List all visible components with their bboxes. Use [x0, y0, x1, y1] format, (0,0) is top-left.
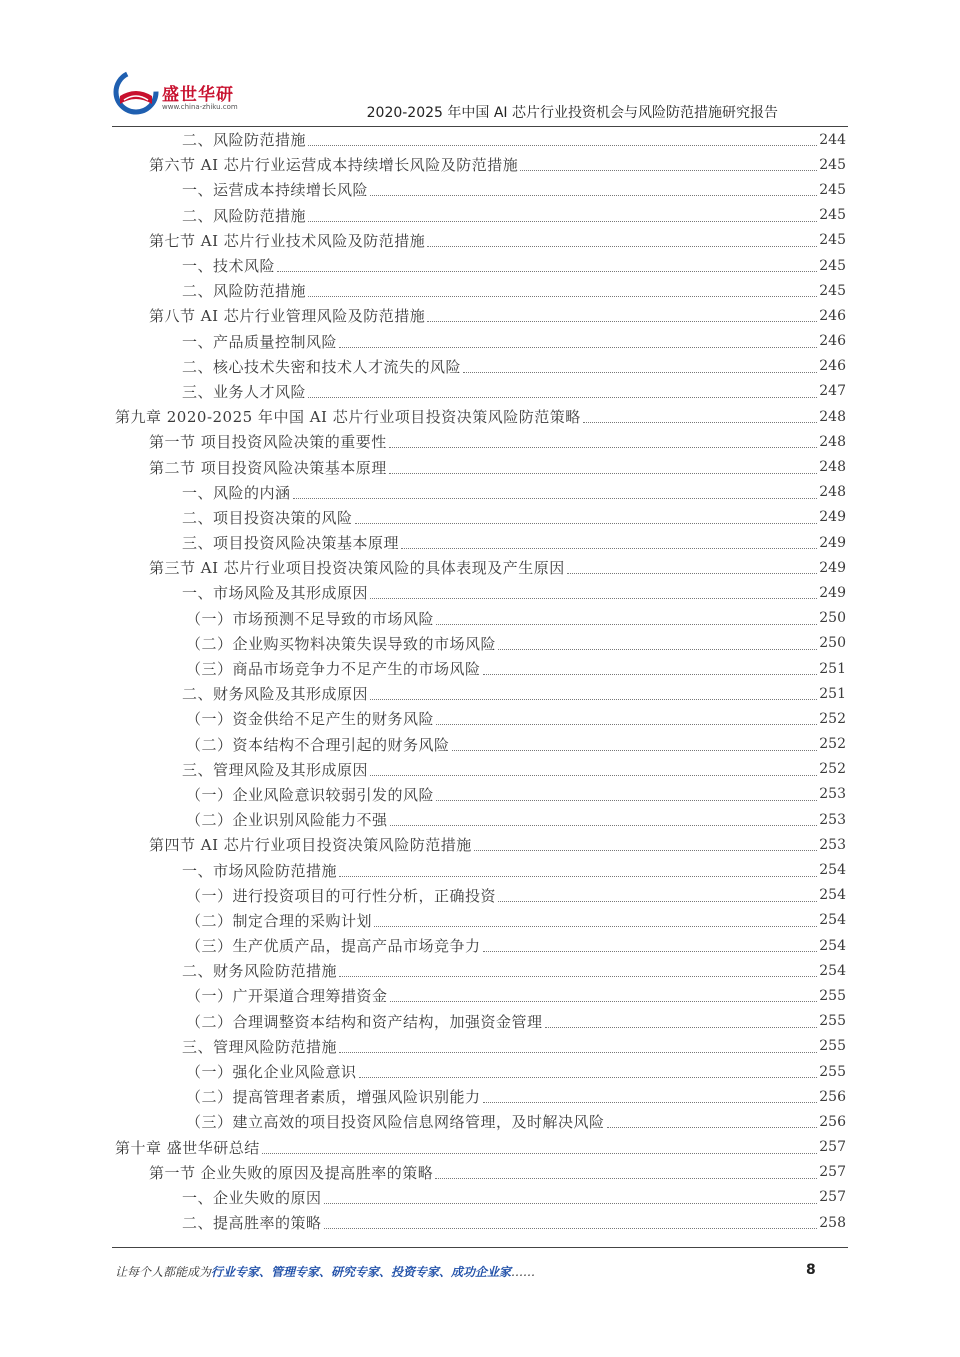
- toc-entry-title: 第一节 企业失败的原因及提高胜率的策略: [149, 1163, 434, 1182]
- toc-entry-page: 245: [819, 257, 846, 274]
- toc-entry[interactable]: [0, 1084, 960, 1109]
- toc-entry-title: （一）广开渠道合理筹措资金: [186, 987, 388, 1006]
- company-logo: [112, 62, 252, 118]
- toc-entry[interactable]: [0, 303, 960, 328]
- toc-leader-dots: [436, 712, 817, 725]
- toc-leader-dots: [389, 461, 817, 474]
- toc-entry-title: 第三节 AI 芯片行业项目投资决策风险的具体表现及产生原因: [149, 559, 565, 578]
- toc-entry-title: 第二节 项目投资风险决策基本原理: [149, 458, 387, 477]
- toc-leader-dots: [390, 989, 818, 1002]
- toc-entry[interactable]: [0, 127, 960, 152]
- toc-leader-dots: [520, 158, 817, 171]
- toc-entry-title: 二、项目投资决策的风险: [182, 508, 353, 527]
- toc-entry[interactable]: [0, 253, 960, 278]
- toc-entry-title: （一）市场预测不足导致的市场风险: [186, 609, 435, 628]
- toc-leader-dots: [339, 335, 817, 348]
- toc-entry-title: 二、财务风险及其形成原因: [182, 685, 369, 704]
- toc-entry-page: 257: [819, 1164, 846, 1181]
- toc-entry[interactable]: [0, 958, 960, 983]
- toc-entry[interactable]: [0, 908, 960, 933]
- logo-url: www.china-zhiku.com: [162, 103, 238, 111]
- toc-entry-page: 253: [819, 811, 846, 828]
- toc-entry-page: 255: [819, 1013, 846, 1030]
- toc-entry-page: 255: [819, 1038, 846, 1055]
- logo-name: 盛世华研: [162, 85, 234, 105]
- toc-leader-dots: [607, 1115, 818, 1128]
- toc-entry-title: 一、市场风险及其形成原因: [182, 584, 369, 603]
- toc-entry-title: （一）企业风险意识较弱引发的风险: [186, 785, 435, 804]
- toc-entry[interactable]: [0, 203, 960, 228]
- toc-leader-dots: [483, 1090, 818, 1103]
- toc-entry-page: 255: [819, 987, 846, 1004]
- toc-entry-page: 244: [819, 131, 846, 148]
- toc-leader-dots: [498, 637, 817, 650]
- toc-entry-title: 第四节 AI 芯片行业项目投资决策风险防范措施: [149, 836, 472, 855]
- toc-entry-page: 245: [819, 156, 846, 173]
- toc-entry-title: （三）商品市场竞争力不足产生的市场风险: [186, 660, 481, 679]
- toc-entry-title: 一、风险的内涵: [182, 483, 291, 502]
- toc-entry-page: 248: [819, 433, 846, 450]
- toc-entry[interactable]: [0, 757, 960, 782]
- toc-leader-dots: [374, 914, 817, 927]
- toc-entry[interactable]: [0, 152, 960, 177]
- toc-leader-dots: [339, 964, 817, 977]
- toc-leader-dots: [452, 738, 818, 751]
- toc-leader-dots: [308, 284, 817, 297]
- toc-entry-title: （三）建立高效的项目投资风险信息网络管理，及时解决风险: [186, 1113, 605, 1132]
- toc-entry-page: 248: [819, 459, 846, 476]
- toc-entry-title: 第八节 AI 芯片行业管理风险及防范措施: [149, 307, 426, 326]
- toc-entry-page: 254: [819, 862, 846, 879]
- toc-leader-dots: [370, 687, 817, 700]
- toc-entry-title: 第七节 AI 芯片行业技术风险及防范措施: [149, 231, 426, 250]
- toc-entry[interactable]: [0, 706, 960, 731]
- toc-leader-dots: [370, 763, 817, 776]
- toc-entry[interactable]: [0, 177, 960, 202]
- toc-entry[interactable]: [0, 832, 960, 857]
- toc-entry-page: 250: [819, 610, 846, 627]
- toc-entry-page: 254: [819, 887, 846, 904]
- table-of-contents: [0, 127, 960, 1235]
- toc-leader-dots: [277, 259, 817, 272]
- toc-entry-page: 249: [819, 534, 846, 551]
- toc-entry-page: 245: [819, 282, 846, 299]
- toc-entry-title: （一）强化企业风险意识: [186, 1063, 357, 1082]
- toc-leader-dots: [463, 360, 817, 373]
- toc-entry-page: 257: [819, 1139, 846, 1156]
- toc-entry[interactable]: [0, 278, 960, 303]
- toc-entry-title: 第十章 盛世华研总结: [115, 1138, 260, 1157]
- footer-prefix: 让每个人都能成为: [115, 1265, 212, 1279]
- toc-leader-dots: [390, 813, 818, 826]
- toc-leader-dots: [474, 838, 817, 851]
- toc-entry-title: 第六节 AI 芯片行业运营成本持续增长风险及防范措施: [149, 156, 519, 175]
- toc-leader-dots: [262, 1141, 817, 1154]
- toc-entry[interactable]: [0, 782, 960, 807]
- toc-leader-dots: [308, 133, 817, 146]
- toc-entry-title: （三）生产优质产品，提高产品市场竞争力: [186, 937, 481, 956]
- toc-entry-page: 253: [819, 786, 846, 803]
- footer-slogan: [115, 1263, 535, 1280]
- toc-leader-dots: [339, 864, 817, 877]
- toc-entry-page: 256: [819, 1113, 846, 1130]
- footer-divider: [112, 1247, 848, 1248]
- toc-leader-dots: [308, 385, 817, 398]
- toc-leader-dots: [324, 1216, 818, 1229]
- toc-entry-title: 二、风险防范措施: [182, 131, 307, 150]
- toc-entry-page: 245: [819, 232, 846, 249]
- toc-entry-page: 246: [819, 307, 846, 324]
- toc-entry-page: 249: [819, 584, 846, 601]
- toc-entry-title: 第九章 2020-2025 年中国 AI 芯片行业项目投资决策风险防范策略: [115, 408, 581, 427]
- toc-leader-dots: [567, 561, 817, 574]
- toc-entry-title: 一、市场风险防范措施: [182, 861, 338, 880]
- toc-leader-dots: [359, 1065, 818, 1078]
- toc-leader-dots: [498, 889, 817, 902]
- toc-entry-page: 245: [819, 207, 846, 224]
- toc-entry-page: 252: [819, 761, 846, 778]
- toc-entry-title: 一、企业失败的原因: [182, 1188, 322, 1207]
- toc-entry-page: 254: [819, 912, 846, 929]
- toc-entry-title: （二）提高管理者素质，增强风险识别能力: [186, 1088, 481, 1107]
- logo-book-icon: [112, 66, 162, 116]
- toc-leader-dots: [483, 662, 818, 675]
- toc-entry[interactable]: [0, 807, 960, 832]
- toc-entry-title: 三、管理风险及其形成原因: [182, 760, 369, 779]
- toc-entry[interactable]: [0, 1059, 960, 1084]
- toc-leader-dots: [427, 234, 817, 247]
- toc-entry[interactable]: [0, 1034, 960, 1059]
- toc-leader-dots: [293, 486, 818, 499]
- toc-entry-page: 252: [819, 710, 846, 727]
- toc-entry[interactable]: [0, 732, 960, 757]
- toc-entry[interactable]: [0, 1160, 960, 1185]
- toc-entry[interactable]: [0, 505, 960, 530]
- toc-entry-page: 249: [819, 509, 846, 526]
- toc-entry[interactable]: [0, 404, 960, 429]
- toc-entry-title: 二、提高胜率的策略: [182, 1214, 322, 1233]
- toc-entry-page: 254: [819, 962, 846, 979]
- toc-entry[interactable]: [0, 1135, 960, 1160]
- toc-leader-dots: [370, 586, 817, 599]
- toc-entry-page: 255: [819, 1063, 846, 1080]
- toc-entry-title: （二）合理调整资本结构和资产结构，加强资金管理: [186, 1012, 543, 1031]
- toc-leader-dots: [355, 511, 818, 524]
- toc-entry-title: （一）进行投资项目的可行性分析，正确投资: [186, 886, 497, 905]
- toc-entry-title: 一、技术风险: [182, 257, 276, 276]
- toc-entry[interactable]: [0, 379, 960, 404]
- toc-entry[interactable]: [0, 1210, 960, 1235]
- toc-entry-page: 254: [819, 937, 846, 954]
- toc-entry[interactable]: [0, 354, 960, 379]
- toc-entry[interactable]: [0, 530, 960, 555]
- toc-entry-title: 二、风险防范措施: [182, 206, 307, 225]
- toc-entry[interactable]: [0, 480, 960, 505]
- toc-entry-title: （二）资本结构不合理引起的财务风险: [186, 735, 450, 754]
- toc-leader-dots: [583, 410, 818, 423]
- toc-entry-page: 248: [819, 484, 846, 501]
- toc-leader-dots: [435, 1166, 817, 1179]
- toc-entry[interactable]: [0, 454, 960, 479]
- toc-entry-title: （二）企业购买物料决策失误导致的市场风险: [186, 634, 497, 653]
- toc-entry[interactable]: [0, 656, 960, 681]
- toc-leader-dots: [483, 939, 818, 952]
- footer-highlight: 行业专家、管理专家、研究专家、投资专家、成功企业家: [211, 1265, 512, 1279]
- toc-entry-page: 252: [819, 736, 846, 753]
- toc-entry-page: 247: [819, 383, 846, 400]
- toc-entry-title: （二）制定合理的采购计划: [186, 911, 373, 930]
- toc-leader-dots: [401, 536, 817, 549]
- toc-leader-dots: [436, 612, 817, 625]
- toc-entry[interactable]: [0, 857, 960, 882]
- toc-entry[interactable]: [0, 329, 960, 354]
- toc-entry[interactable]: [0, 555, 960, 580]
- toc-entry[interactable]: [0, 228, 960, 253]
- toc-entry-page: 245: [819, 181, 846, 198]
- toc-entry-title: 三、业务人才风险: [182, 382, 307, 401]
- toc-entry-title: 三、管理风险防范措施: [182, 1037, 338, 1056]
- toc-entry[interactable]: [0, 606, 960, 631]
- toc-entry[interactable]: [0, 1185, 960, 1210]
- toc-entry-page: 251: [819, 685, 846, 702]
- toc-leader-dots: [436, 788, 817, 801]
- toc-entry[interactable]: [0, 1009, 960, 1034]
- toc-entry-title: 二、财务风险防范措施: [182, 962, 338, 981]
- toc-entry-page: 253: [819, 836, 846, 853]
- toc-entry[interactable]: [0, 580, 960, 605]
- toc-entry-page: 257: [819, 1189, 846, 1206]
- toc-entry[interactable]: [0, 631, 960, 656]
- toc-leader-dots: [308, 209, 817, 222]
- toc-entry-page: 251: [819, 660, 846, 677]
- toc-entry-title: 二、风险防范措施: [182, 282, 307, 301]
- toc-entry-title: （一）资金供给不足产生的财务风险: [186, 710, 435, 729]
- toc-entry-page: 256: [819, 1088, 846, 1105]
- toc-entry-page: 246: [819, 358, 846, 375]
- report-title: 2020-2025 年中国 AI 芯片行业投资机会与风险防范措施研究报告: [366, 105, 778, 121]
- toc-leader-dots: [324, 1191, 818, 1204]
- toc-entry-page: 250: [819, 635, 846, 652]
- toc-leader-dots: [545, 1015, 818, 1028]
- toc-entry-title: 第一节 项目投资风险决策的重要性: [149, 433, 387, 452]
- toc-leader-dots: [370, 183, 817, 196]
- toc-entry-title: 二、核心技术失密和技术人才流失的风险: [182, 357, 462, 376]
- page-number: 8: [806, 1262, 816, 1278]
- toc-leader-dots: [389, 435, 817, 448]
- toc-entry[interactable]: [0, 983, 960, 1008]
- toc-leader-dots: [339, 1040, 817, 1053]
- toc-entry[interactable]: [0, 933, 960, 958]
- toc-entry[interactable]: [0, 883, 960, 908]
- toc-entry-page: 249: [819, 559, 846, 576]
- page-header: [112, 62, 848, 128]
- toc-entry[interactable]: [0, 1109, 960, 1134]
- toc-entry-page: 248: [819, 408, 846, 425]
- toc-entry[interactable]: [0, 681, 960, 706]
- toc-entry-page: 258: [819, 1214, 846, 1231]
- footer-suffix: ……: [511, 1265, 536, 1279]
- toc-leader-dots: [427, 309, 817, 322]
- toc-entry-title: （二）企业识别风险能力不强: [186, 811, 388, 830]
- toc-entry-page: 246: [819, 333, 846, 350]
- toc-entry-title: 一、运营成本持续增长风险: [182, 181, 369, 200]
- toc-entry-title: 一、产品质量控制风险: [182, 332, 338, 351]
- toc-entry[interactable]: [0, 429, 960, 454]
- toc-entry-title: 三、项目投资风险决策基本原理: [182, 534, 400, 553]
